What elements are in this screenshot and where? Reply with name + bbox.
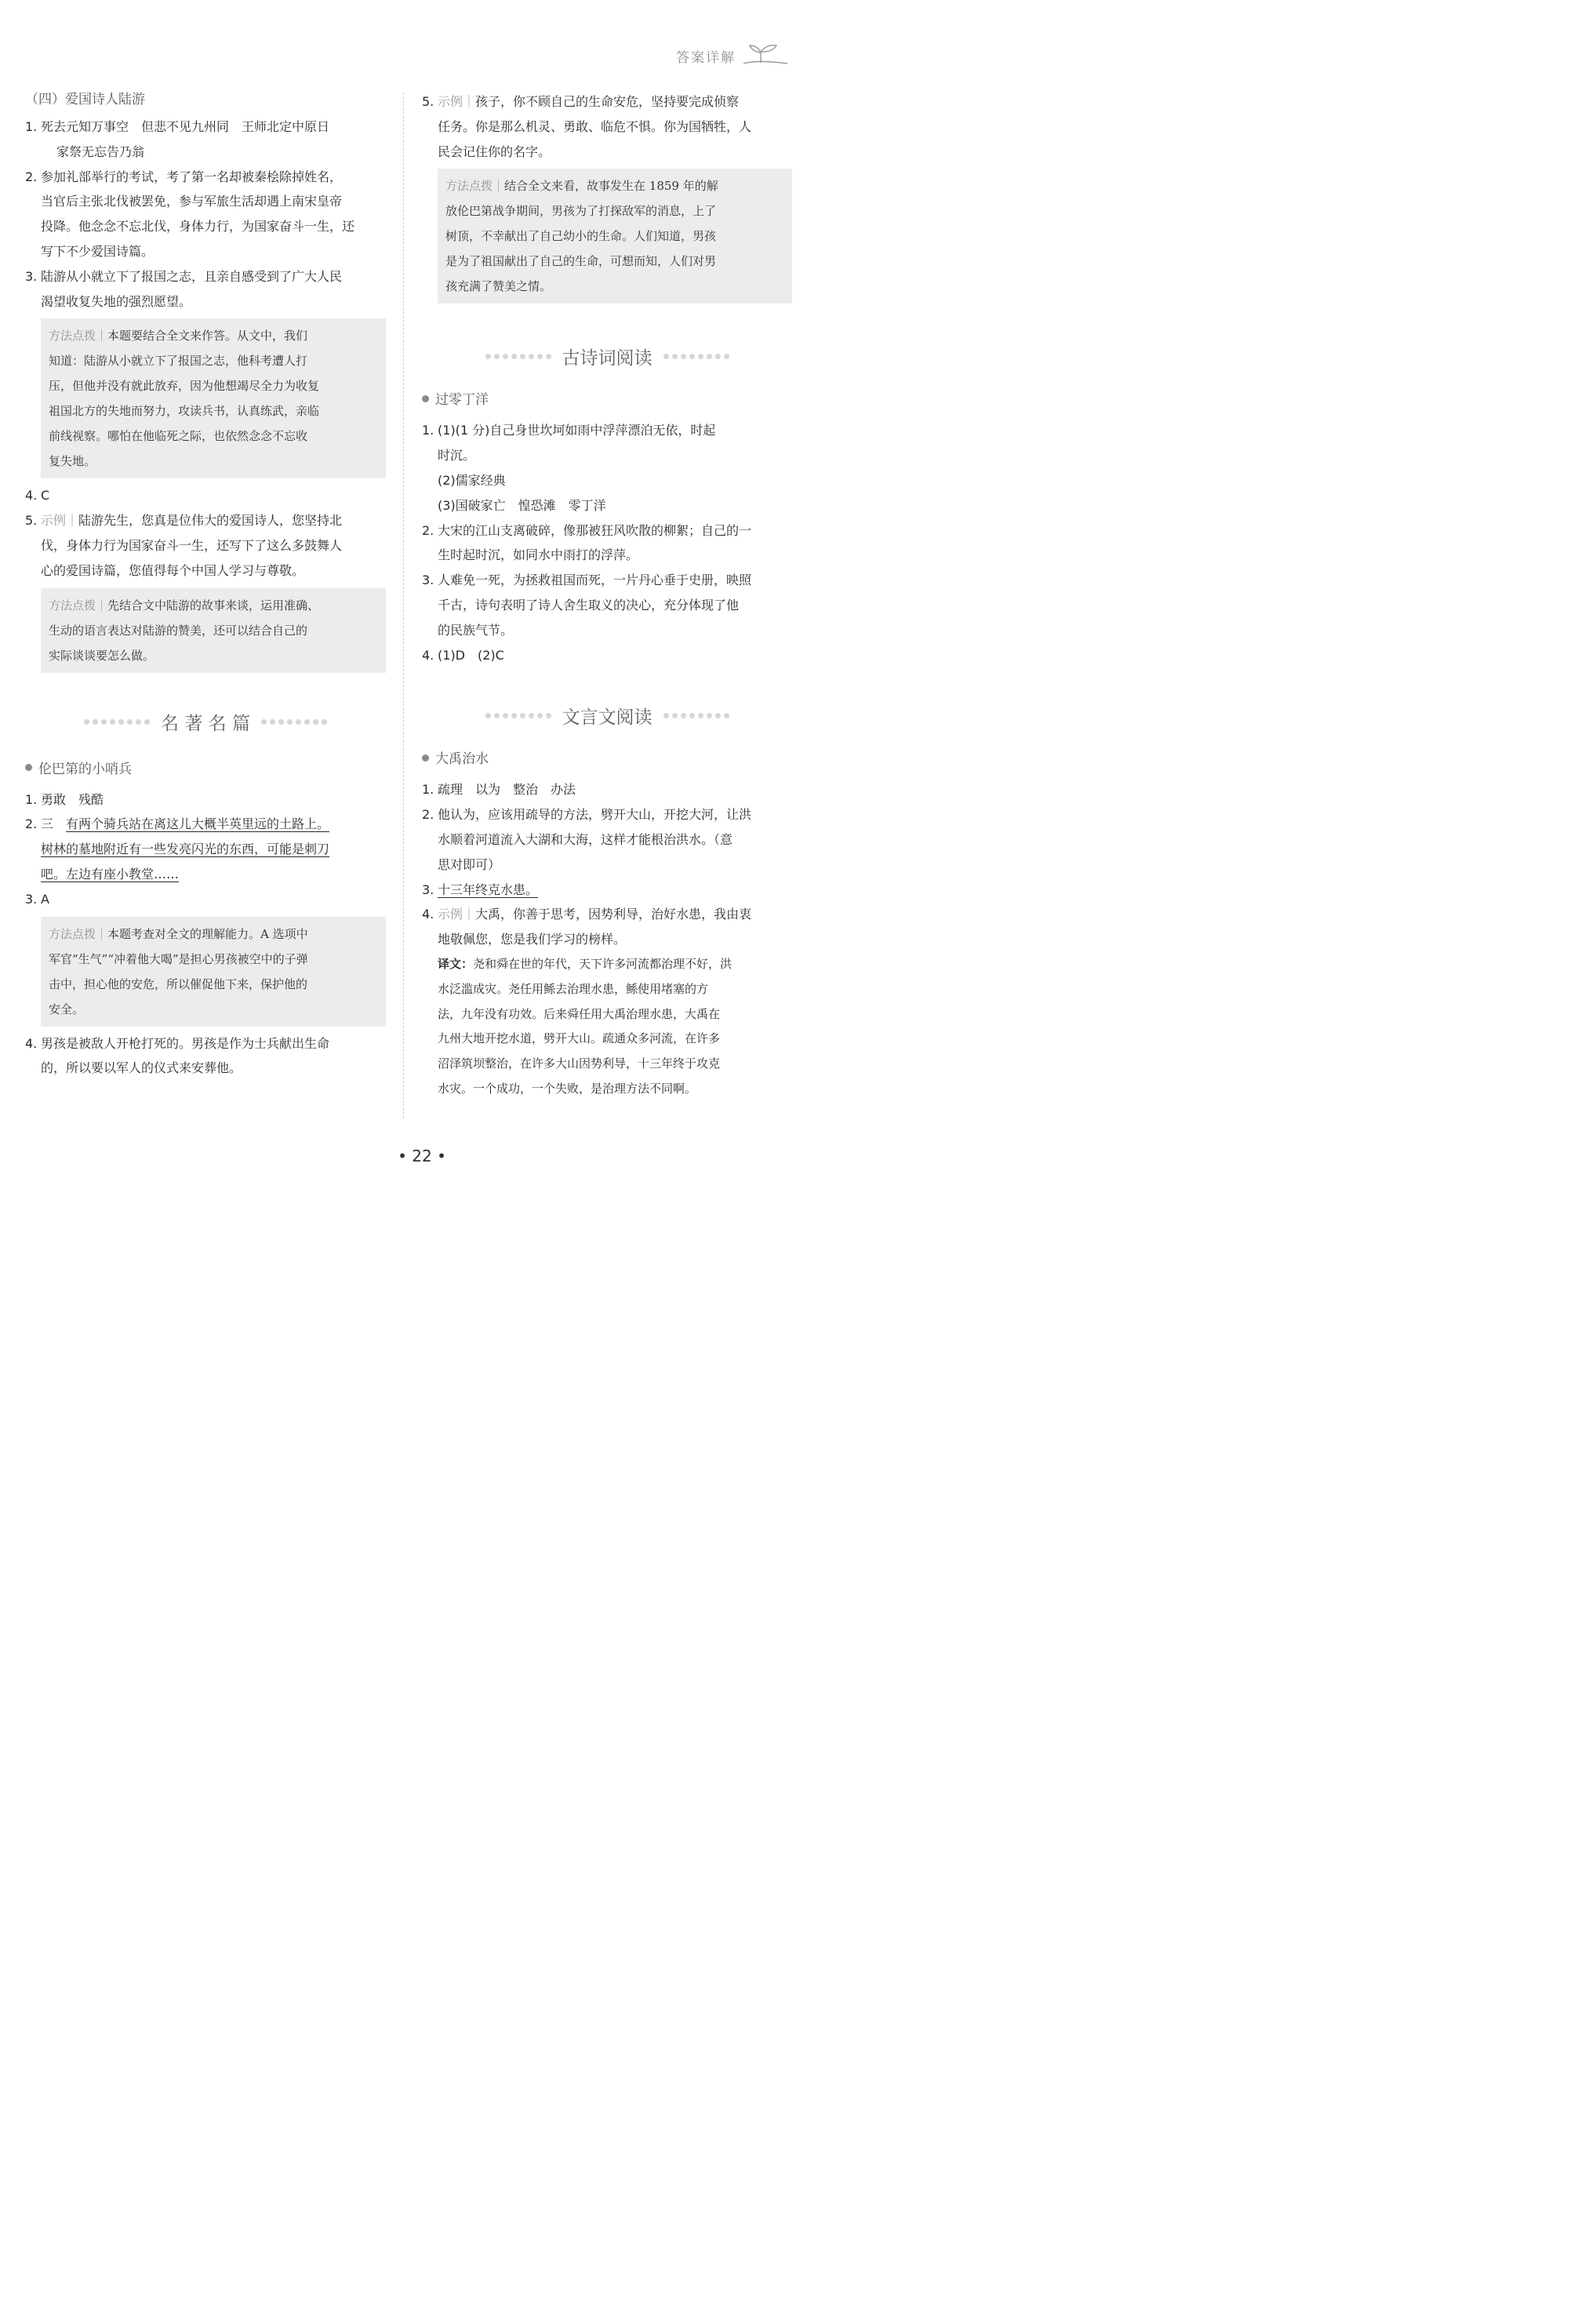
method-tip: 方法点拨｜先结合文中陆游的故事来谈，运用准确、 生动的语言表达对陆游的赞美，还可以结合自己的 实际谈谈要怎么做。 [41,588,386,673]
answer-item-1: 1. 疏理 以为 整治 办法 [422,782,576,798]
bullet-icon [422,754,429,762]
bullet-icon [422,395,429,402]
answer-item-4: 4. 示例｜大禹，你善于思考，因势利导，治好水患，我由衷 地敬佩您，您是我们学习的榜样。 [422,907,752,947]
answer-item-1: 1. (1)(1 分)自己身世坎坷如雨中浮萍漂泊无依，时起 时沉。 (2)儒家经典 (3)国破家亡 惶恐滩 零丁洋 [422,423,716,513]
section-title: 文言文阅读 [562,707,653,728]
method-tip: 方法点拨｜本题考查对全文的理解能力。A 选项中 军官“生气”“冲着他大喝”是担心男孩被空中的子弹 击中，担心他的安危，所以催促他下来，保护他的 安全。 [41,917,386,1027]
section-title-bar [422,343,792,369]
dots-decoration [84,719,150,725]
translation: 译文：尧和舜在世的年代，天下许多河流都治理不好，洪 水泛滥成灾。尧任用鲧去治理水患，鲧使用堵塞的方 法，九年没有功效。后来舜任用大禹治理水患，大禹在 九州大地开挖水道，劈开大山。疏通众多河流，在许多 沼泽筑坝整治，在许多大山因势利导，十三年终于攻克 水灾。一个成功，一个失败，是治理方法不同啊。 [438,956,733,1096]
subsection-title: 伦巴第的小哨兵 [25,759,386,780]
left-column [25,89,386,1081]
answer-item-4: 4. (1)D (2)C [422,647,504,663]
column-divider [403,93,404,1118]
subsection-title: 过零丁洋 [422,390,792,410]
subsection-title: 大禹治水 [422,749,792,769]
section-heading: （四）爱国诗人陆游 [25,92,145,107]
answer-item-4: 4. 男孩是被敌人开枪打死的。男孩是作为士兵献出生命 的，所以要以军人的仪式来安葬他。 [25,1035,330,1076]
dots-decoration [261,719,327,725]
answer-item-2: 2. 他认为，应该用疏导的方法，劈开大山，开挖大河，让洪 水顺着河道流入大湖和大海，这样才能根治洪水。（意 思对即可） [422,807,752,872]
method-tip: 方法点拨｜本题要结合全文来作答。从文中，我们 知道：陆游从小就立下了报国之志，他科考遭人打 压，但他并没有就此放弃，因为他想竭尽全力为收复 祖国北方的失地而努力，攻读兵书，认真练武，亲临 前线视察。哪怕在他临死之际，也依然念念不忘收 复失地。 [41,318,386,478]
answer-item-5: 5. 示例｜孩子，你不顾自己的生命安危，坚持要完成侦察 任务。你是那么机灵、勇敢、临危不惧。你为国牺牲，人 民会记住你的名字。 [422,94,752,159]
dots-decoration [485,354,551,359]
right-column [422,89,792,1102]
answer-item-3: 3. 人难免一死，为拯救祖国而死，一片丹心垂于史册，映照 千古，诗句表明了诗人舍生取义的决心，充分体现了他 的民族气节。 [422,573,752,638]
answer-item-1: 1. 死去元知万事空 但悲不见九州同 王师北定中原日 家祭无忘告乃翁 [25,119,330,159]
answer-item-3: 3. A [25,891,49,907]
answer-item-2: 2. 三 有两个骑兵站在离这儿大概半英里远的土路上。 树林的墓地附近有一些发亮闪光的东西，可能是刺刀 吧。左边有座小教堂…… [25,816,330,882]
section-title: 古诗词阅读 [562,347,653,369]
answer-item-4: 4. C [25,488,50,503]
dots-decoration [663,713,729,718]
header-title: 答案详解 [676,50,736,66]
method-tip: 方法点拨｜结合全文来看，故事发生在 1859 年的解 放伦巴第战争期间，男孩为了打探敌军的消息，上了 树顶，不幸献出了自己幼小的生命。人们知道，男孩 是为了祖国献出了自己的生命，可想而知，人们对男 孩充满了赞美之情。 [438,169,792,304]
section-title-bar [25,709,386,736]
section-title: 名 著 名 篇 [161,714,250,735]
dots-decoration [663,354,729,359]
answer-item-3: 3. 陆游从小就立下了报国之志，且亲自感受到了广大人民 渴望收复失地的强烈愿望。 [25,268,343,309]
bullet-icon [25,764,32,771]
answer-item-2: 2. 参加礼部举行的考试，考了第一名却被秦桧除掉姓名， 当官后主张北伐被罢免，参与军旅生活却遇上南宋皇帝 投降。他念念不忘北伐，身体力行，为国家奋斗一生，还 写下不少爱国诗篇。 [25,169,355,259]
answer-item-3: 3. 十三年终克水患。 [422,882,539,897]
answer-item-5: 5. 示例｜陆游先生，您真是位伟大的爱国诗人，您坚持北 伐，身体力行为国家奋斗一生，还写下了这么多鼓舞人 心的爱国诗篇，您值得每个中国人学习与尊敬。 [25,513,343,578]
sprout-icon [742,42,789,66]
dots-decoration [485,713,551,718]
answer-item-2: 2. 大宋的江山支离破碎，像那被狂风吹散的柳絮；自己的一 生时起时沉，如同水中雨打的浮萍。 [422,522,752,563]
page-number: • 22 • [398,1147,446,1165]
section-title-bar [422,702,792,729]
page-header [676,42,789,66]
answer-item-1: 1. 勇敢 残酷 [25,791,104,807]
